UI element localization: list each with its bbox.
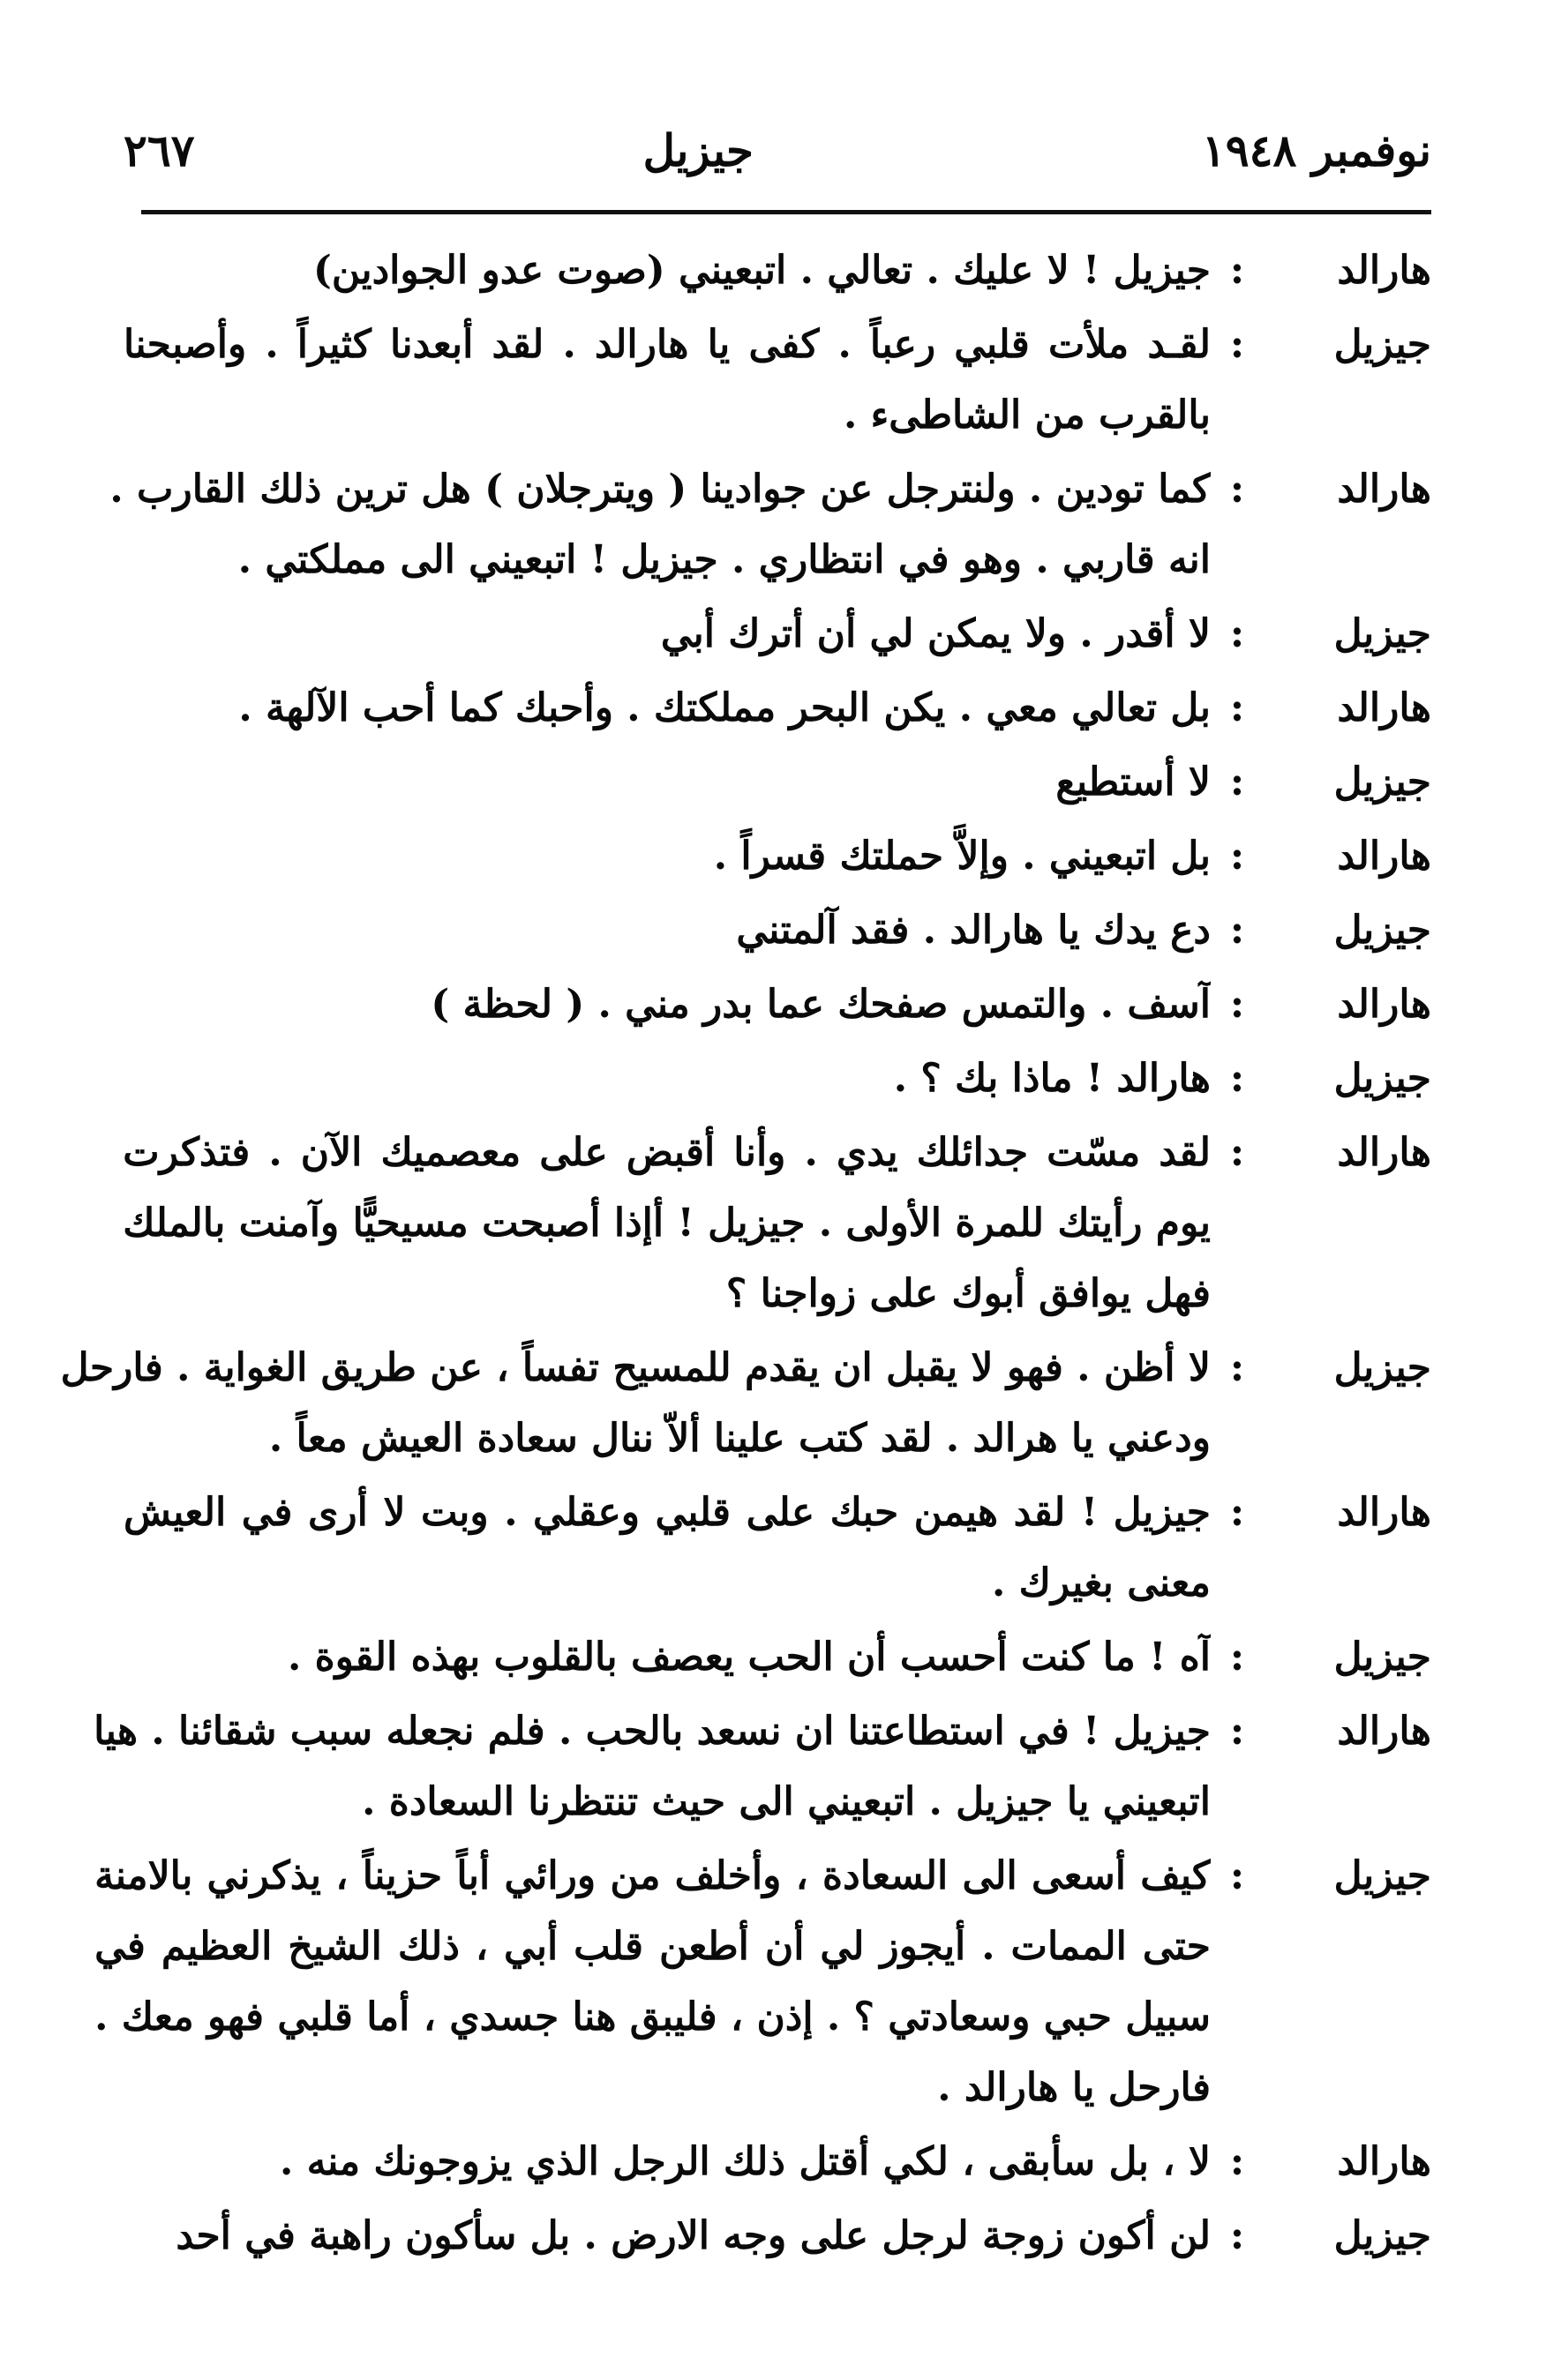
speaker-separator: : <box>1229 322 1245 367</box>
speech-text <box>124 236 1211 306</box>
speech-line: لا أستطيع <box>1055 760 1211 805</box>
dialogue-entry <box>109 454 1431 595</box>
speaker-name: جيزيل <box>1333 760 1431 805</box>
speech-text <box>124 969 1211 1040</box>
speech-text <box>124 1478 1211 1619</box>
speaker-separator: : <box>1229 1853 1245 1898</box>
speech-line: فارحل يا هارالد . <box>937 2065 1211 2110</box>
speech-line: ودعني يا هرالد . لقد كتب علينا ألاّ ننال سعادة العيش معاً . <box>268 1416 1211 1461</box>
speech-line: لن أكون زوجة لرجل على وجه الارض . بل سأكون راهبة في أحد <box>176 2213 1211 2258</box>
speaker-separator: : <box>1229 1345 1245 1390</box>
speech-line: آسف . والتمس صفحك عما بدر مني . ( لحظة ) <box>431 982 1211 1027</box>
speaker-separator: : <box>1229 685 1245 730</box>
speaker-name: هارالد <box>1337 2139 1431 2184</box>
speaker-separator: : <box>1229 1056 1245 1101</box>
speaker-name: هارالد <box>1337 1709 1431 1754</box>
speech-line: يوم رأيتك للمرة الأولى . جيزيل ! أإذا أصبحت مسيحيًّا وآمنت بالملك <box>123 1201 1211 1246</box>
speaker-name: جيزيل <box>1333 1853 1431 1898</box>
speaker-name: هارالد <box>1337 1490 1431 1535</box>
dialogue-entry <box>124 310 1431 451</box>
running-header <box>124 106 1431 194</box>
speaker-separator: : <box>1229 611 1245 656</box>
speech-text <box>109 454 1211 595</box>
speech-line: هارالد ! ماذا بك ؟ . <box>893 1056 1211 1101</box>
speech-line: اتبعيني يا جيزيل . اتبعيني الى حيث تنتظرنا السعادة . <box>362 1779 1211 1824</box>
speaker-name: جيزيل <box>1333 1345 1431 1390</box>
speaker-name: هارالد <box>1337 467 1431 512</box>
speech-text <box>124 1622 1211 1693</box>
speech-line: كيف أسعى الى السعادة ، وأخلف من ورائي أباً حزيناً ، يذكرني بالامنة <box>94 1853 1211 1898</box>
dialogue-entry <box>124 1044 1431 1114</box>
speaker-separator: : <box>1229 982 1245 1027</box>
speech-line: جيزيل ! لقد هيمن حبك على قلبي وعقلي . وبت لا أرى في العيش <box>124 1490 1211 1535</box>
speech-text <box>124 599 1211 670</box>
speech-line: جيزيل ! لا عليك . تعالي . اتبعيني (صوت عدو الجوادين) <box>313 248 1211 293</box>
dialogue-entry <box>124 2201 1431 2271</box>
speech-text <box>124 821 1211 892</box>
speech-text <box>124 2127 1211 2197</box>
speaker-name: هارالد <box>1337 982 1431 1027</box>
speaker-separator: : <box>1229 1709 1245 1754</box>
dialogue-entry <box>94 1696 1431 1837</box>
speech-line: انه قاربي . وهو في انتظاري . جيزيل ! اتبعيني الى مملكتي . <box>237 537 1211 582</box>
speaker-name: هارالد <box>1337 685 1431 730</box>
page-number: ٢٦٧ <box>124 123 195 176</box>
speaker-separator: : <box>1229 2139 1245 2184</box>
speaker-separator: : <box>1229 1635 1245 1680</box>
speech-text <box>94 1841 1211 2123</box>
speech-line: حتى الممات . أيجوز لي أن أطعن قلب أبي ، ذلك الشيخ العظيم في <box>94 1924 1211 1969</box>
speech-line: لقـد ملأت قلبي رعباً . كفى يا هارالد . لقد أبعدنا كثيراً . وأصبحنا <box>124 322 1211 367</box>
speaker-name: جيزيل <box>1333 908 1431 953</box>
speech-line: لا أقدر . ولا يمكن لي أن أترك أبي <box>660 611 1211 656</box>
dialogue-entry <box>124 599 1431 670</box>
speech-text <box>94 1696 1211 1837</box>
speech-line: فهل يوافق أبوك على زواجنا ؟ <box>725 1271 1211 1316</box>
dialogue-entry <box>60 1333 1431 1474</box>
dialogue-entry <box>124 1622 1431 1693</box>
speaker-name: جيزيل <box>1333 322 1431 367</box>
speaker-separator: : <box>1229 834 1245 879</box>
speaker-name: هارالد <box>1337 1130 1431 1175</box>
speaker-name: جيزيل <box>1333 2213 1431 2258</box>
speech-text <box>124 673 1211 744</box>
speaker-separator: : <box>1229 248 1245 293</box>
dialogue-entry <box>124 1118 1431 1329</box>
speaker-name: جيزيل <box>1333 611 1431 656</box>
dialogue-entry <box>124 747 1431 818</box>
speech-text <box>124 310 1211 451</box>
speech-line: لقد مسّت جدائلك يدي . وأنا أقبض على معصميك الآن . فتذكرت <box>123 1130 1211 1175</box>
speech-line: لا ، بل سأبقى ، لكي أقتل ذلك الرجل الذي يزوجونك منه . <box>279 2139 1211 2184</box>
speech-line: بل تعالي معي . يكن البحر مملكتك . وأحبك كما أحب الآلهة . <box>238 685 1211 730</box>
speech-line: بالقرب من الشاطىء . <box>843 393 1211 438</box>
speech-text <box>123 1118 1211 1329</box>
speech-text <box>124 2201 1211 2271</box>
header-rule <box>141 210 1431 214</box>
speaker-separator: : <box>1229 2213 1245 2258</box>
speech-line: دع يدك يا هارالد . فقد آلمتني <box>736 908 1211 953</box>
speech-line: سبيل حبي وسعادتي ؟ . إذن ، فليبق هنا جسدي ، أما قلبي فهو معك . <box>94 1995 1211 2039</box>
speaker-name: جيزيل <box>1333 1635 1431 1680</box>
speech-line: بل اتبعيني . وإلاَّ حملتك قسراً . <box>713 834 1211 879</box>
speaker-separator: : <box>1229 908 1245 953</box>
speech-text <box>61 1333 1211 1474</box>
dialogue-entry <box>124 1478 1431 1619</box>
dialogue-entry <box>124 673 1431 744</box>
dialogue-entry <box>124 969 1431 1040</box>
header-title: جيزيل <box>642 123 754 176</box>
header-date: نوفمبر ١٩٤٨ <box>1201 123 1431 176</box>
speech-text <box>124 1044 1211 1114</box>
speaker-separator: : <box>1229 467 1245 512</box>
speaker-name: هارالد <box>1337 248 1431 293</box>
speaker-separator: : <box>1229 760 1245 805</box>
speaker-name: هارالد <box>1337 834 1431 879</box>
dialogue-body <box>60 236 1431 2271</box>
speaker-separator: : <box>1229 1130 1245 1175</box>
speech-line: معنى بغيرك . <box>992 1560 1211 1605</box>
speech-line: آه ! ما كنت أحسب أن الحب يعصف بالقلوب بهذه القوة . <box>287 1635 1211 1680</box>
speech-line: لا أظن . فهو لا يقبل ان يقدم للمسيح تفساً ، عن طريق الغواية . فارحل <box>60 1345 1211 1390</box>
speaker-name: جيزيل <box>1333 1056 1431 1101</box>
dialogue-entry <box>94 1841 1431 2123</box>
dialogue-entry <box>124 821 1431 892</box>
speaker-separator: : <box>1229 1490 1245 1535</box>
dialogue-entry <box>124 236 1431 306</box>
speech-text <box>124 747 1211 818</box>
dialogue-entry <box>124 2127 1431 2197</box>
speech-line: جيزيل ! في استطاعتنا ان نسعد بالحب . فلم نجعله سبب شقائنا . هيا <box>94 1709 1211 1754</box>
speech-text <box>124 895 1211 966</box>
speech-line: كما تودين . ولنترجل عن جوادينا ( ويترجلان ) هل ترين ذلك القارب . <box>109 467 1211 512</box>
dialogue-entry <box>124 895 1431 966</box>
